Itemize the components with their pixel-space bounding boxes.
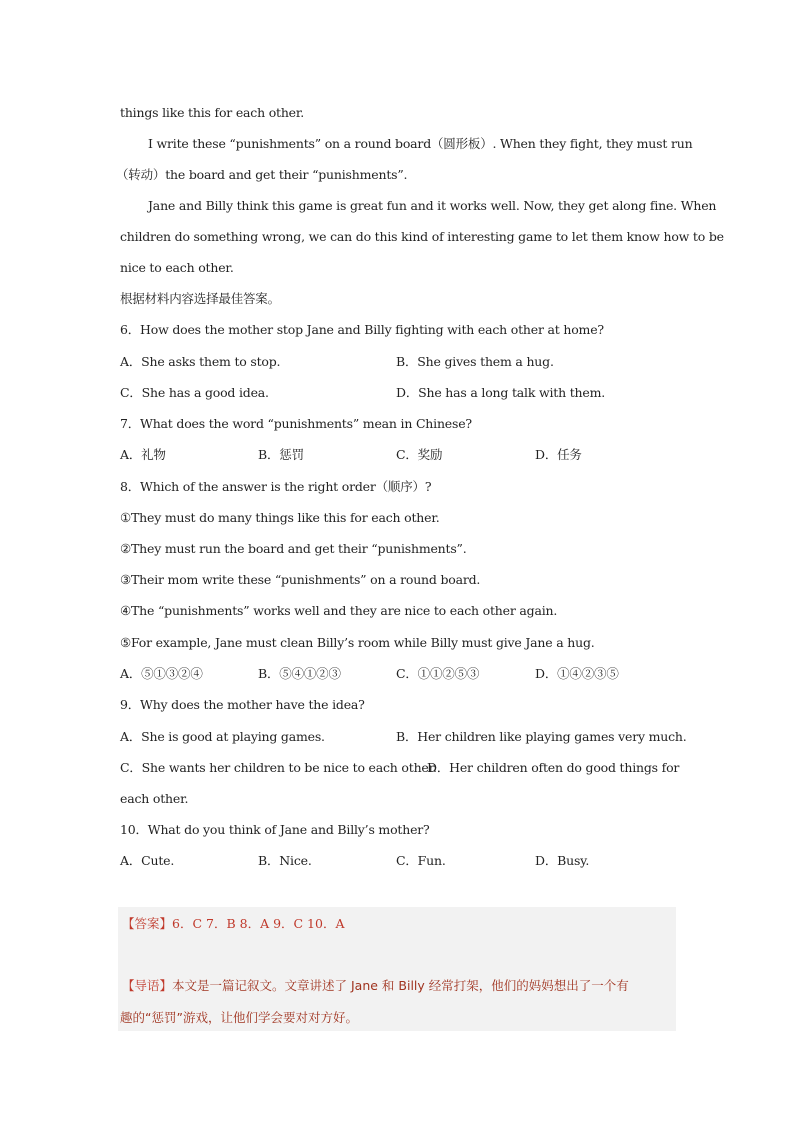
question-7-option-d: D．任务 bbox=[535, 447, 582, 462]
question-6-option-b: B．She gives them a hug. bbox=[396, 354, 554, 369]
passage-line-6: nice to each other. bbox=[120, 260, 234, 275]
answer-row bbox=[122, 916, 345, 932]
passage-line-3: （转动）the board and get their “punishments”. bbox=[116, 167, 408, 182]
question-6-option-a: A．She asks them to stop. bbox=[120, 354, 281, 369]
question-10-option-d: D．Busy. bbox=[535, 853, 590, 868]
question-8-sentence-5: ⑤For example, Jane must clean Billy’s room while Billy must give Jane a hug. bbox=[120, 635, 595, 650]
question-8-option-d: D．①④②③⑤ bbox=[535, 666, 619, 681]
question-8-sentence-2: ②They must run the board and get their “punishments”. bbox=[120, 541, 467, 556]
question-9-stem: 9．Why does the mother have the idea? bbox=[120, 697, 365, 712]
question-6-option-c: C．She has a good idea. bbox=[120, 385, 269, 400]
passage-line-2: I write these “punishments” on a round board（圆形板）. When they fight, they must run bbox=[148, 136, 693, 151]
question-9-option-d: D．Her children often do good things for bbox=[427, 760, 680, 775]
guide-text-line-1: 本文是一篇记叙文。文章讲述了 Jane 和 Billy 经常打架，他们的妈妈想出了一个有 bbox=[172, 978, 629, 993]
question-6-stem: 6．How does the mother stop Jane and Billy fighting with each other at home? bbox=[120, 322, 604, 337]
question-8-stem: 8．Which of the answer is the right order（顺序）? bbox=[120, 479, 432, 494]
question-8-sentence-1: ①They must do many things like this for each other. bbox=[120, 510, 440, 525]
question-8-option-a: A．⑤①③②④ bbox=[120, 666, 203, 681]
question-9-option-a: A．She is good at playing games. bbox=[120, 729, 325, 744]
guide-row-1 bbox=[122, 978, 629, 994]
question-10-stem: 10．What do you think of Jane and Billy’s mother? bbox=[120, 822, 430, 837]
question-9-option-c: C．She wants her children to be nice to each other. bbox=[120, 760, 437, 775]
question-8-option-b: B．⑤④①②③ bbox=[258, 666, 341, 681]
question-7-option-a: A．礼物 bbox=[120, 447, 166, 462]
question-7-stem: 7．What does the word “punishments” mean in Chinese? bbox=[120, 416, 472, 431]
question-8-sentence-3: ③Their mom write these “punishments” on a round board. bbox=[120, 572, 481, 587]
passage-line-5: children do something wrong, we can do this kind of interesting game to let them know how to be bbox=[120, 229, 724, 244]
question-8-sentence-4: ④The “punishments” works well and they are nice to each other again. bbox=[120, 603, 558, 618]
question-10-option-b: B．Nice. bbox=[258, 853, 312, 868]
guide-tag: 【导语】 bbox=[122, 978, 173, 993]
answer-text: 6．C 7．B 8．A 9．C 10．A bbox=[172, 916, 345, 931]
question-8-option-c: C．①①②⑤③ bbox=[396, 666, 480, 681]
question-10-option-a: A．Cute. bbox=[120, 853, 175, 868]
question-9-option-b: B．Her children like playing games very much. bbox=[396, 729, 687, 744]
guide-text-line-2: 趣的“惩罚”游戏，让他们学会要对对方好。 bbox=[120, 1010, 358, 1025]
question-10-option-c: C．Fun. bbox=[396, 853, 446, 868]
question-6-option-d: D．She has a long talk with them. bbox=[396, 385, 606, 400]
question-7-option-b: B．惩罚 bbox=[258, 447, 304, 462]
passage-line-4: Jane and Billy think this game is great fun and it works well. Now, they get along fine. When bbox=[148, 198, 717, 213]
answer-tag: 【答案】 bbox=[122, 916, 173, 931]
passage-line-1: things like this for each other. bbox=[120, 105, 305, 120]
instruction: 根据材料内容选择最佳答案。 bbox=[120, 291, 280, 306]
question-7-option-c: C．奖励 bbox=[396, 447, 443, 462]
question-9-option-d-cont: each other. bbox=[120, 791, 189, 806]
